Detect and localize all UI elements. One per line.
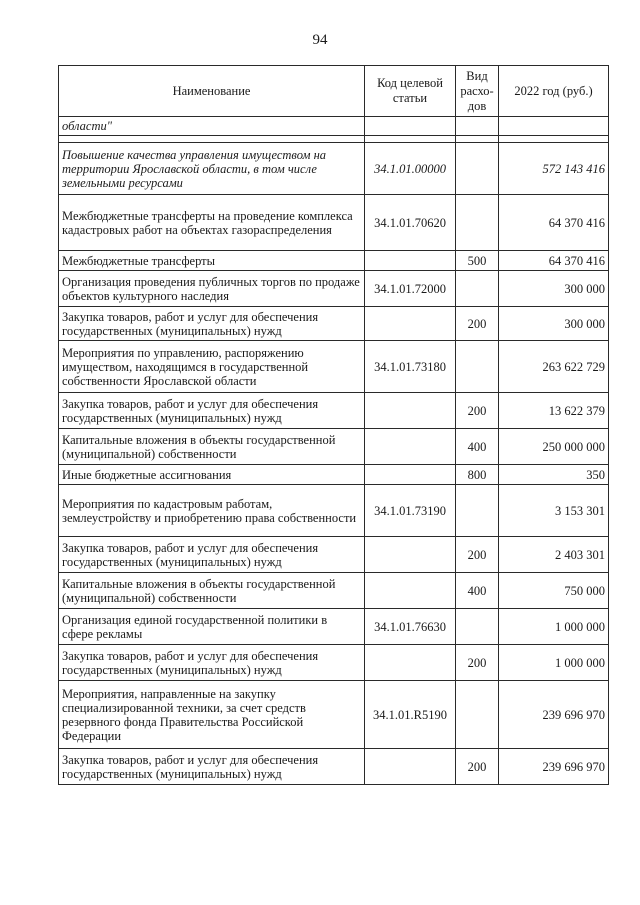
row-code-cell: 34.1.01.73190 xyxy=(365,485,456,537)
row-name-cell: Организация проведения публичных торгов по продаже объектов культурного наследия xyxy=(59,271,365,307)
row-code-cell xyxy=(365,251,456,271)
row-name-cell: Закупка товаров, работ и услуг для обеспечения государственных (муниципальных) нужд xyxy=(59,749,365,785)
row-type-cell xyxy=(456,117,499,136)
page-number: 94 xyxy=(312,32,328,48)
row-code-cell: 34.1.01.72000 xyxy=(365,271,456,307)
row-name-cell: Иные бюджетные ассигнования xyxy=(59,465,365,485)
row-code-cell xyxy=(365,393,456,429)
row-type-cell: 200 xyxy=(456,537,499,573)
row-type-cell: 400 xyxy=(456,429,499,465)
row-amount-cell: 239 696 970 xyxy=(499,681,609,749)
table-row xyxy=(59,609,609,645)
table-header-row xyxy=(59,66,609,117)
row-code-cell xyxy=(365,749,456,785)
row-name-cell: Закупка товаров, работ и услуг для обеспечения государственных (муниципальных) нужд xyxy=(59,307,365,341)
row-name-cell: области" xyxy=(59,117,365,136)
table-row xyxy=(59,465,609,485)
row-amount-cell: 300 000 xyxy=(499,271,609,307)
table-row xyxy=(59,645,609,681)
table-row xyxy=(59,307,609,341)
row-name-cell: Капитальные вложения в объекты государственной (муниципальной) собственности xyxy=(59,573,365,609)
row-amount-cell: 750 000 xyxy=(499,573,609,609)
row-code-cell: 34.1.01.R5190 xyxy=(365,681,456,749)
row-amount-cell: 13 622 379 xyxy=(499,393,609,429)
row-type-cell xyxy=(456,609,499,645)
row-code-cell: 34.1.01.70620 xyxy=(365,195,456,251)
row-code-cell: 34.1.01.00000 xyxy=(365,143,456,195)
row-type-cell: 800 xyxy=(456,465,499,485)
row-name-cell: Организация единой государственной политики в сфере рекламы xyxy=(59,609,365,645)
row-separator xyxy=(59,136,609,143)
table-row xyxy=(59,195,609,251)
separator-cell xyxy=(365,136,456,143)
row-code-cell: 34.1.01.76630 xyxy=(365,609,456,645)
budget-table-body xyxy=(59,66,609,785)
separator-cell xyxy=(59,136,365,143)
row-code-cell xyxy=(365,537,456,573)
table-row xyxy=(59,749,609,785)
row-amount-cell: 64 370 416 xyxy=(499,195,609,251)
table-row xyxy=(59,393,609,429)
table-row xyxy=(59,485,609,537)
row-name-cell: Капитальные вложения в объекты государственной (муниципальной) собственности xyxy=(59,429,365,465)
header-amount: 2022 год (руб.) xyxy=(499,66,609,117)
row-type-cell: 200 xyxy=(456,393,499,429)
table-row xyxy=(59,251,609,271)
table-row xyxy=(59,117,609,136)
row-type-cell xyxy=(456,681,499,749)
table-row xyxy=(59,573,609,609)
row-amount-cell: 1 000 000 xyxy=(499,609,609,645)
row-name-cell: Повышение качества управления имуществом на территории Ярославской области, в том числе земельными ресурсами xyxy=(59,143,365,195)
table-row xyxy=(59,429,609,465)
row-type-cell xyxy=(456,195,499,251)
row-amount-cell: 350 xyxy=(499,465,609,485)
header-type: Вид расхо-дов xyxy=(456,66,499,117)
row-amount-cell: 572 143 416 xyxy=(499,143,609,195)
header-code: Код целевой статьи xyxy=(365,66,456,117)
row-name-cell: Мероприятия по кадастровым работам, землеустройству и приобретению права собственности xyxy=(59,485,365,537)
row-type-cell xyxy=(456,271,499,307)
row-code-cell xyxy=(365,573,456,609)
row-amount-cell: 239 696 970 xyxy=(499,749,609,785)
separator-cell xyxy=(499,136,609,143)
row-code-cell: 34.1.01.73180 xyxy=(365,341,456,393)
row-code-cell xyxy=(365,429,456,465)
table-row xyxy=(59,143,609,195)
separator-cell xyxy=(456,136,499,143)
row-type-cell: 200 xyxy=(456,307,499,341)
row-code-cell xyxy=(365,117,456,136)
row-amount-cell: 1 000 000 xyxy=(499,645,609,681)
row-name-cell: Закупка товаров, работ и услуг для обеспечения государственных (муниципальных) нужд xyxy=(59,645,365,681)
budget-table xyxy=(58,65,609,785)
row-type-cell xyxy=(456,341,499,393)
row-amount-cell xyxy=(499,117,609,136)
row-type-cell: 200 xyxy=(456,749,499,785)
row-type-cell: 200 xyxy=(456,645,499,681)
row-name-cell: Мероприятия, направленные на закупку специализированной техники, за счет средств резервного фонда Правительства Российской Федерации xyxy=(59,681,365,749)
row-name-cell: Межбюджетные трансферты xyxy=(59,251,365,271)
row-amount-cell: 64 370 416 xyxy=(499,251,609,271)
row-name-cell: Закупка товаров, работ и услуг для обеспечения государственных (муниципальных) нужд xyxy=(59,537,365,573)
header-name: Наименование xyxy=(59,66,365,117)
row-amount-cell: 2 403 301 xyxy=(499,537,609,573)
row-type-cell: 400 xyxy=(456,573,499,609)
table-row xyxy=(59,681,609,749)
row-code-cell xyxy=(365,645,456,681)
row-name-cell: Мероприятия по управлению, распоряжению имуществом, находящимся в государственной собственности Ярославской области xyxy=(59,341,365,393)
row-type-cell xyxy=(456,143,499,195)
row-code-cell xyxy=(365,465,456,485)
row-amount-cell: 263 622 729 xyxy=(499,341,609,393)
row-name-cell: Межбюджетные трансферты на проведение комплекса кадастровых работ на объектах газораспределения xyxy=(59,195,365,251)
row-amount-cell: 300 000 xyxy=(499,307,609,341)
row-amount-cell: 250 000 000 xyxy=(499,429,609,465)
row-code-cell xyxy=(365,307,456,341)
row-amount-cell: 3 153 301 xyxy=(499,485,609,537)
table-row xyxy=(59,341,609,393)
table-row xyxy=(59,537,609,573)
row-type-cell xyxy=(456,485,499,537)
row-type-cell: 500 xyxy=(456,251,499,271)
table-row xyxy=(59,271,609,307)
row-name-cell: Закупка товаров, работ и услуг для обеспечения государственных (муниципальных) нужд xyxy=(59,393,365,429)
